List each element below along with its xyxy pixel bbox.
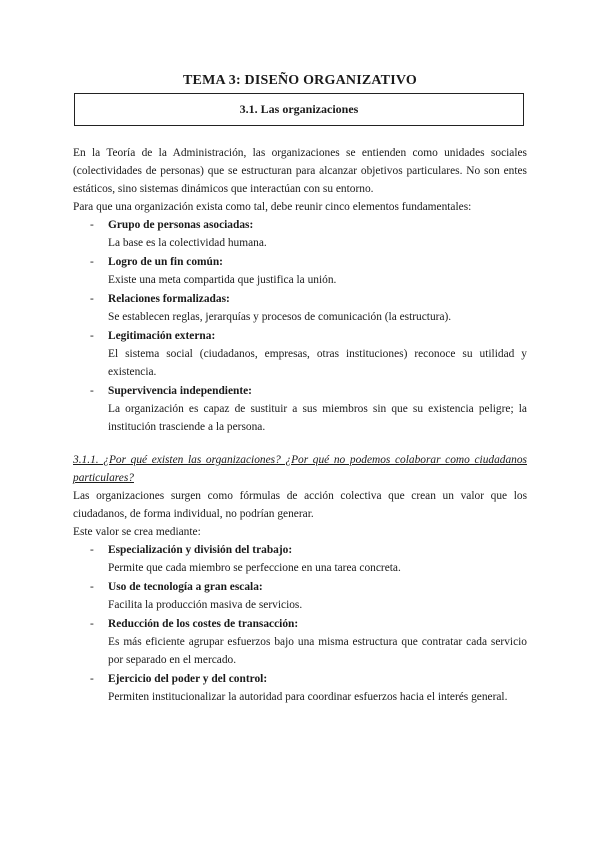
list-item-description: Permite que cada miembro se perfeccione en una tarea concreta. [108, 562, 401, 574]
list-dash: - [90, 256, 94, 268]
list-item-heading: Logro de un fin común: [108, 256, 223, 268]
list-item-heading: Especialización y división del trabajo: [108, 544, 293, 556]
list-dash: - [90, 330, 94, 342]
list-item [73, 615, 527, 669]
section-heading-box [74, 93, 524, 126]
list-dash: - [90, 219, 94, 231]
list-item-heading: Relaciones formalizadas: [108, 293, 230, 305]
list-item-description: La organización es capaz de sustituir a sus miembros sin que su existencia peligre; la institución trasciende a la persona. [108, 403, 527, 433]
list-item-description: El sistema social (ciudadanos, empresas, otras instituciones) reconoce su utilidad y existencia. [108, 348, 527, 378]
list-dash: - [90, 385, 94, 397]
list-item [73, 670, 527, 706]
intro-paragraph: En la Teoría de la Administración, las organizaciones se entienden como unidades sociales (colectividades de personas) que se estructuran para alcanzar objetivos particulares. No son entes estáticos, sino sistemas dinámicos que interactúan con su entorno. [73, 147, 527, 195]
list-dash: - [90, 544, 94, 556]
list-dash: - [90, 673, 94, 685]
list-item-description: Permiten institucionalizar la autoridad para coordinar esfuerzos hacia el interés general. [108, 691, 508, 703]
list-dash: - [90, 581, 94, 593]
section-why-organizations [73, 451, 527, 707]
list-item-description: Es más eficiente agrupar esfuerzos bajo una misma estructura que contratar cada servicio por separado en el mercado. [108, 636, 527, 666]
list-item [73, 290, 527, 326]
list-item-heading: Grupo de personas asociadas: [108, 219, 254, 231]
list-item-heading: Uso de tecnología a gran escala: [108, 581, 263, 593]
list-item-heading: Legitimación externa: [108, 330, 216, 342]
list-item-description: Existe una meta compartida que justifica la unión. [108, 274, 337, 286]
intro-line: Para que una organización exista como tal, debe reunir cinco elementos fundamentales: [73, 201, 472, 213]
list-item [73, 578, 527, 614]
subsection-line: Este valor se crea mediante: [73, 526, 201, 538]
page-title: TEMA 3: DISEÑO ORGANIZATIVO [183, 73, 417, 88]
list-item-description: Facilita la producción masiva de servicios. [108, 599, 303, 611]
list-item-description: Se establecen reglas, jerarquías y procesos de comunicación (la estructura). [108, 311, 452, 323]
list-item [73, 327, 527, 381]
list-item-description: La base es la colectividad humana. [108, 237, 267, 249]
subsection-heading: 3.1.1. ¿Por qué existen las organizaciones? ¿Por qué no podemos colaborar como ciudadanos particulares? [73, 454, 527, 484]
list-item [73, 216, 527, 252]
list-item [73, 541, 527, 577]
list-item [73, 382, 527, 436]
list-item-heading: Reducción de los costes de transacción: [108, 618, 299, 630]
list-item-heading: Ejercicio del poder y del control: [108, 673, 268, 685]
section-organizations [73, 144, 527, 437]
subsection-paragraph: Las organizaciones surgen como fórmulas de acción colectiva que crean un valor que los ciudadanos, de forma individual, no podrían generar. [73, 490, 527, 520]
values-list [73, 541, 527, 706]
list-item-heading: Supervivencia independiente: [108, 385, 252, 397]
elements-list [73, 216, 527, 436]
list-item [73, 253, 527, 289]
section-heading: 3.1. Las organizaciones [239, 102, 359, 116]
list-dash: - [90, 293, 94, 305]
list-dash: - [90, 618, 94, 630]
